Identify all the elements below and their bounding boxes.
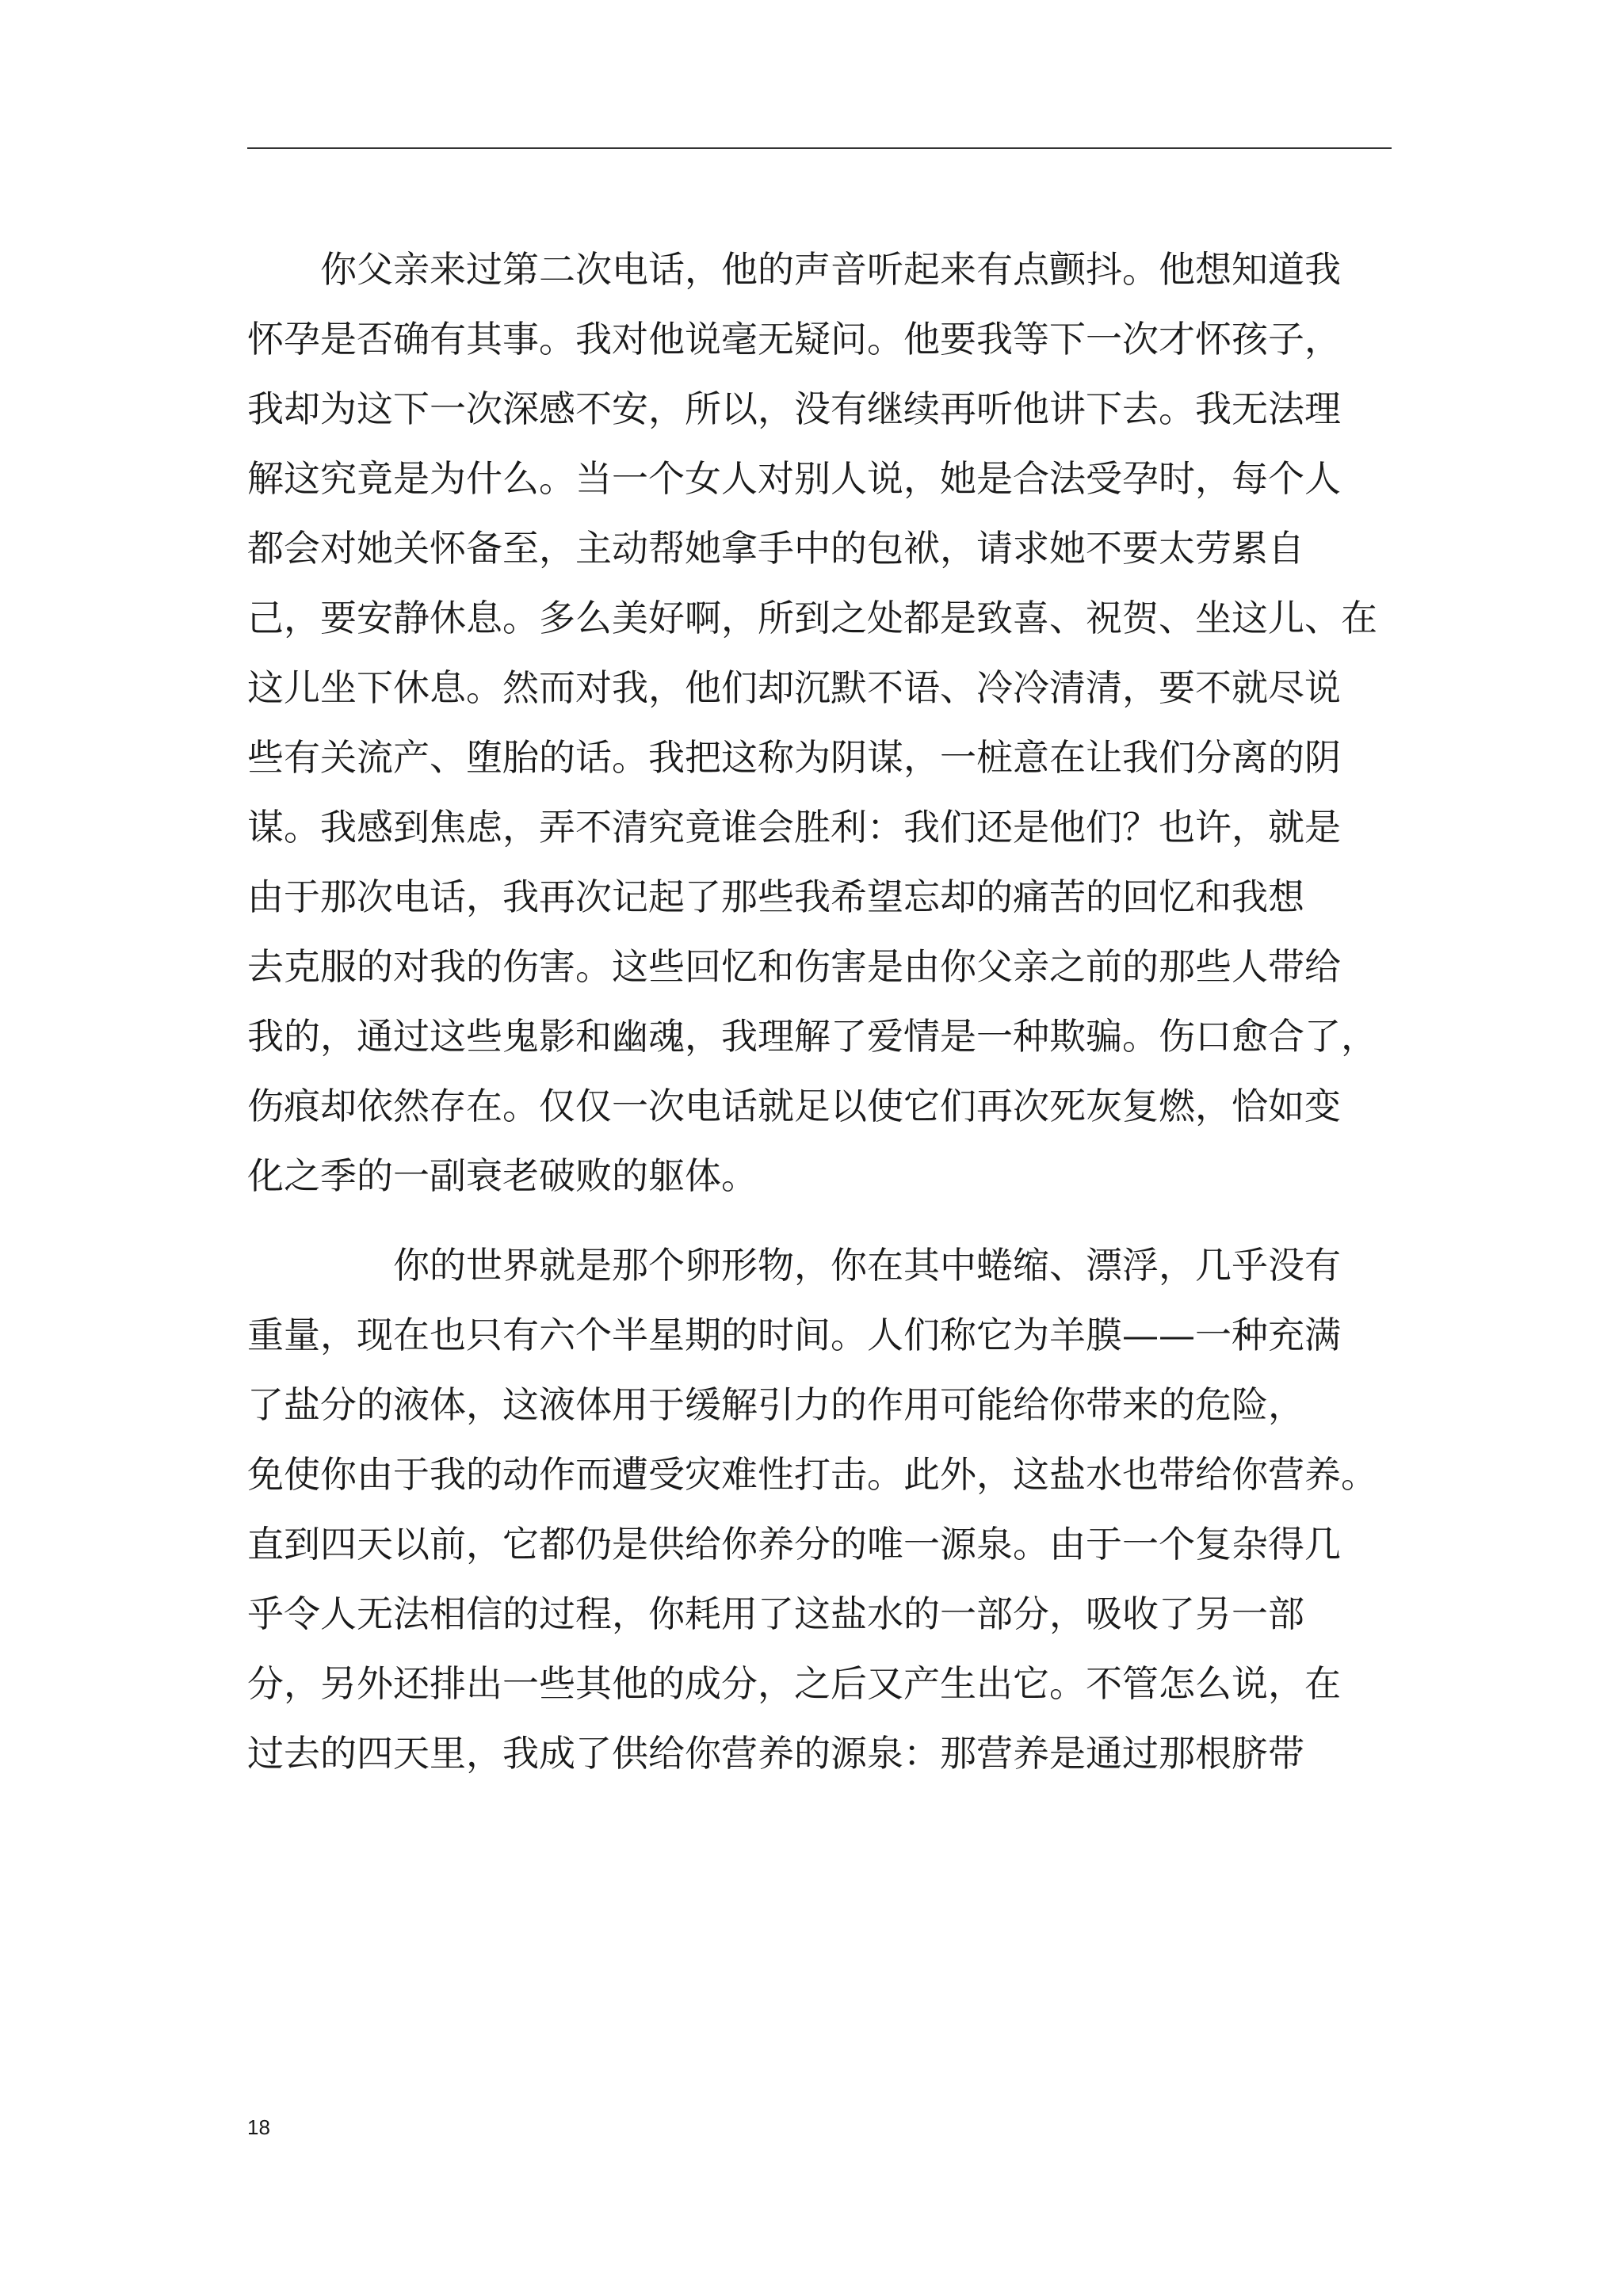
- text-line: 你父亲来过第二次电话，他的声音听起来有点颤抖。他想知道我: [247, 248, 1341, 291]
- text-line: 免使你由于我的动作而遭受灾难性打击。此外，这盐水也带给你营养。: [247, 1453, 1377, 1496]
- text-line: 过去的四天里，我成了供给你营养的源泉：那营养是通过那根脐带: [247, 1732, 1304, 1775]
- text-line: 都会对她关怀备至，主动帮她拿手中的包袱，请求她不要太劳累自: [247, 527, 1304, 570]
- text-line: 我却为这下一次深感不安，所以，没有继续再听他讲下去。我无法理: [247, 387, 1341, 430]
- text-line: 乎令人无法相信的过程，你耗用了这盐水的一部分，吸收了另一部: [247, 1592, 1304, 1635]
- text-line: 直到四天以前，它都仍是供给你养分的唯一源泉。由于一个复杂得几: [247, 1523, 1341, 1566]
- text-line: 化之季的一副衰老破败的躯体。: [247, 1154, 758, 1197]
- text-line: 解这究竟是为什么。当一个女人对别人说，她是合法受孕时，每个人: [247, 457, 1341, 500]
- text-line: 去克服的对我的伤害。这些回忆和伤害是由你父亲之前的那些人带给: [247, 945, 1341, 988]
- text-line: 怀孕是否确有其事。我对他说毫无疑问。他要我等下一次才怀孩子，: [247, 318, 1341, 360]
- text-line: 重量，现在也只有六个半星期的时间。人们称它为羊膜——一种充满: [247, 1314, 1341, 1356]
- text-line: 伤痕却依然存在。仅仅一次电话就足以使它们再次死灰复燃，恰如变: [247, 1085, 1341, 1127]
- text-line: 己，要安静休息。多么美好啊，所到之处都是致喜、祝贺、坐这儿、在: [247, 597, 1377, 639]
- text-line: 了盐分的液体，这液体用于缓解引力的作用可能给你带来的危险，: [247, 1383, 1304, 1426]
- text-line: 我的，通过这些鬼影和幽魂，我理解了爱情是一种欺骗。伤口愈合了，: [247, 1015, 1377, 1058]
- text-line: 分，另外还排出一些其他的成分，之后又产生出它。不管怎么说，在: [247, 1662, 1341, 1705]
- text-line: 这儿坐下休息。然而对我，他们却沉默不语、冷冷清清，要不就尽说: [247, 666, 1341, 709]
- text-line: 些有关流产、堕胎的话。我把这称为阴谋，一桩意在让我们分离的阴: [247, 736, 1341, 779]
- header-rule: [247, 147, 1392, 149]
- text-line: 由于那次电话，我再次记起了那些我希望忘却的痛苦的回忆和我想: [247, 875, 1304, 918]
- page-number: 18: [247, 2115, 270, 2139]
- text-line: 你的世界就是那个卵形物，你在其中蜷缩、漂浮，几乎没有: [247, 1244, 1341, 1287]
- text-line: 谋。我感到焦虑，弄不清究竟谁会胜利：我们还是他们？也许，就是: [247, 806, 1341, 849]
